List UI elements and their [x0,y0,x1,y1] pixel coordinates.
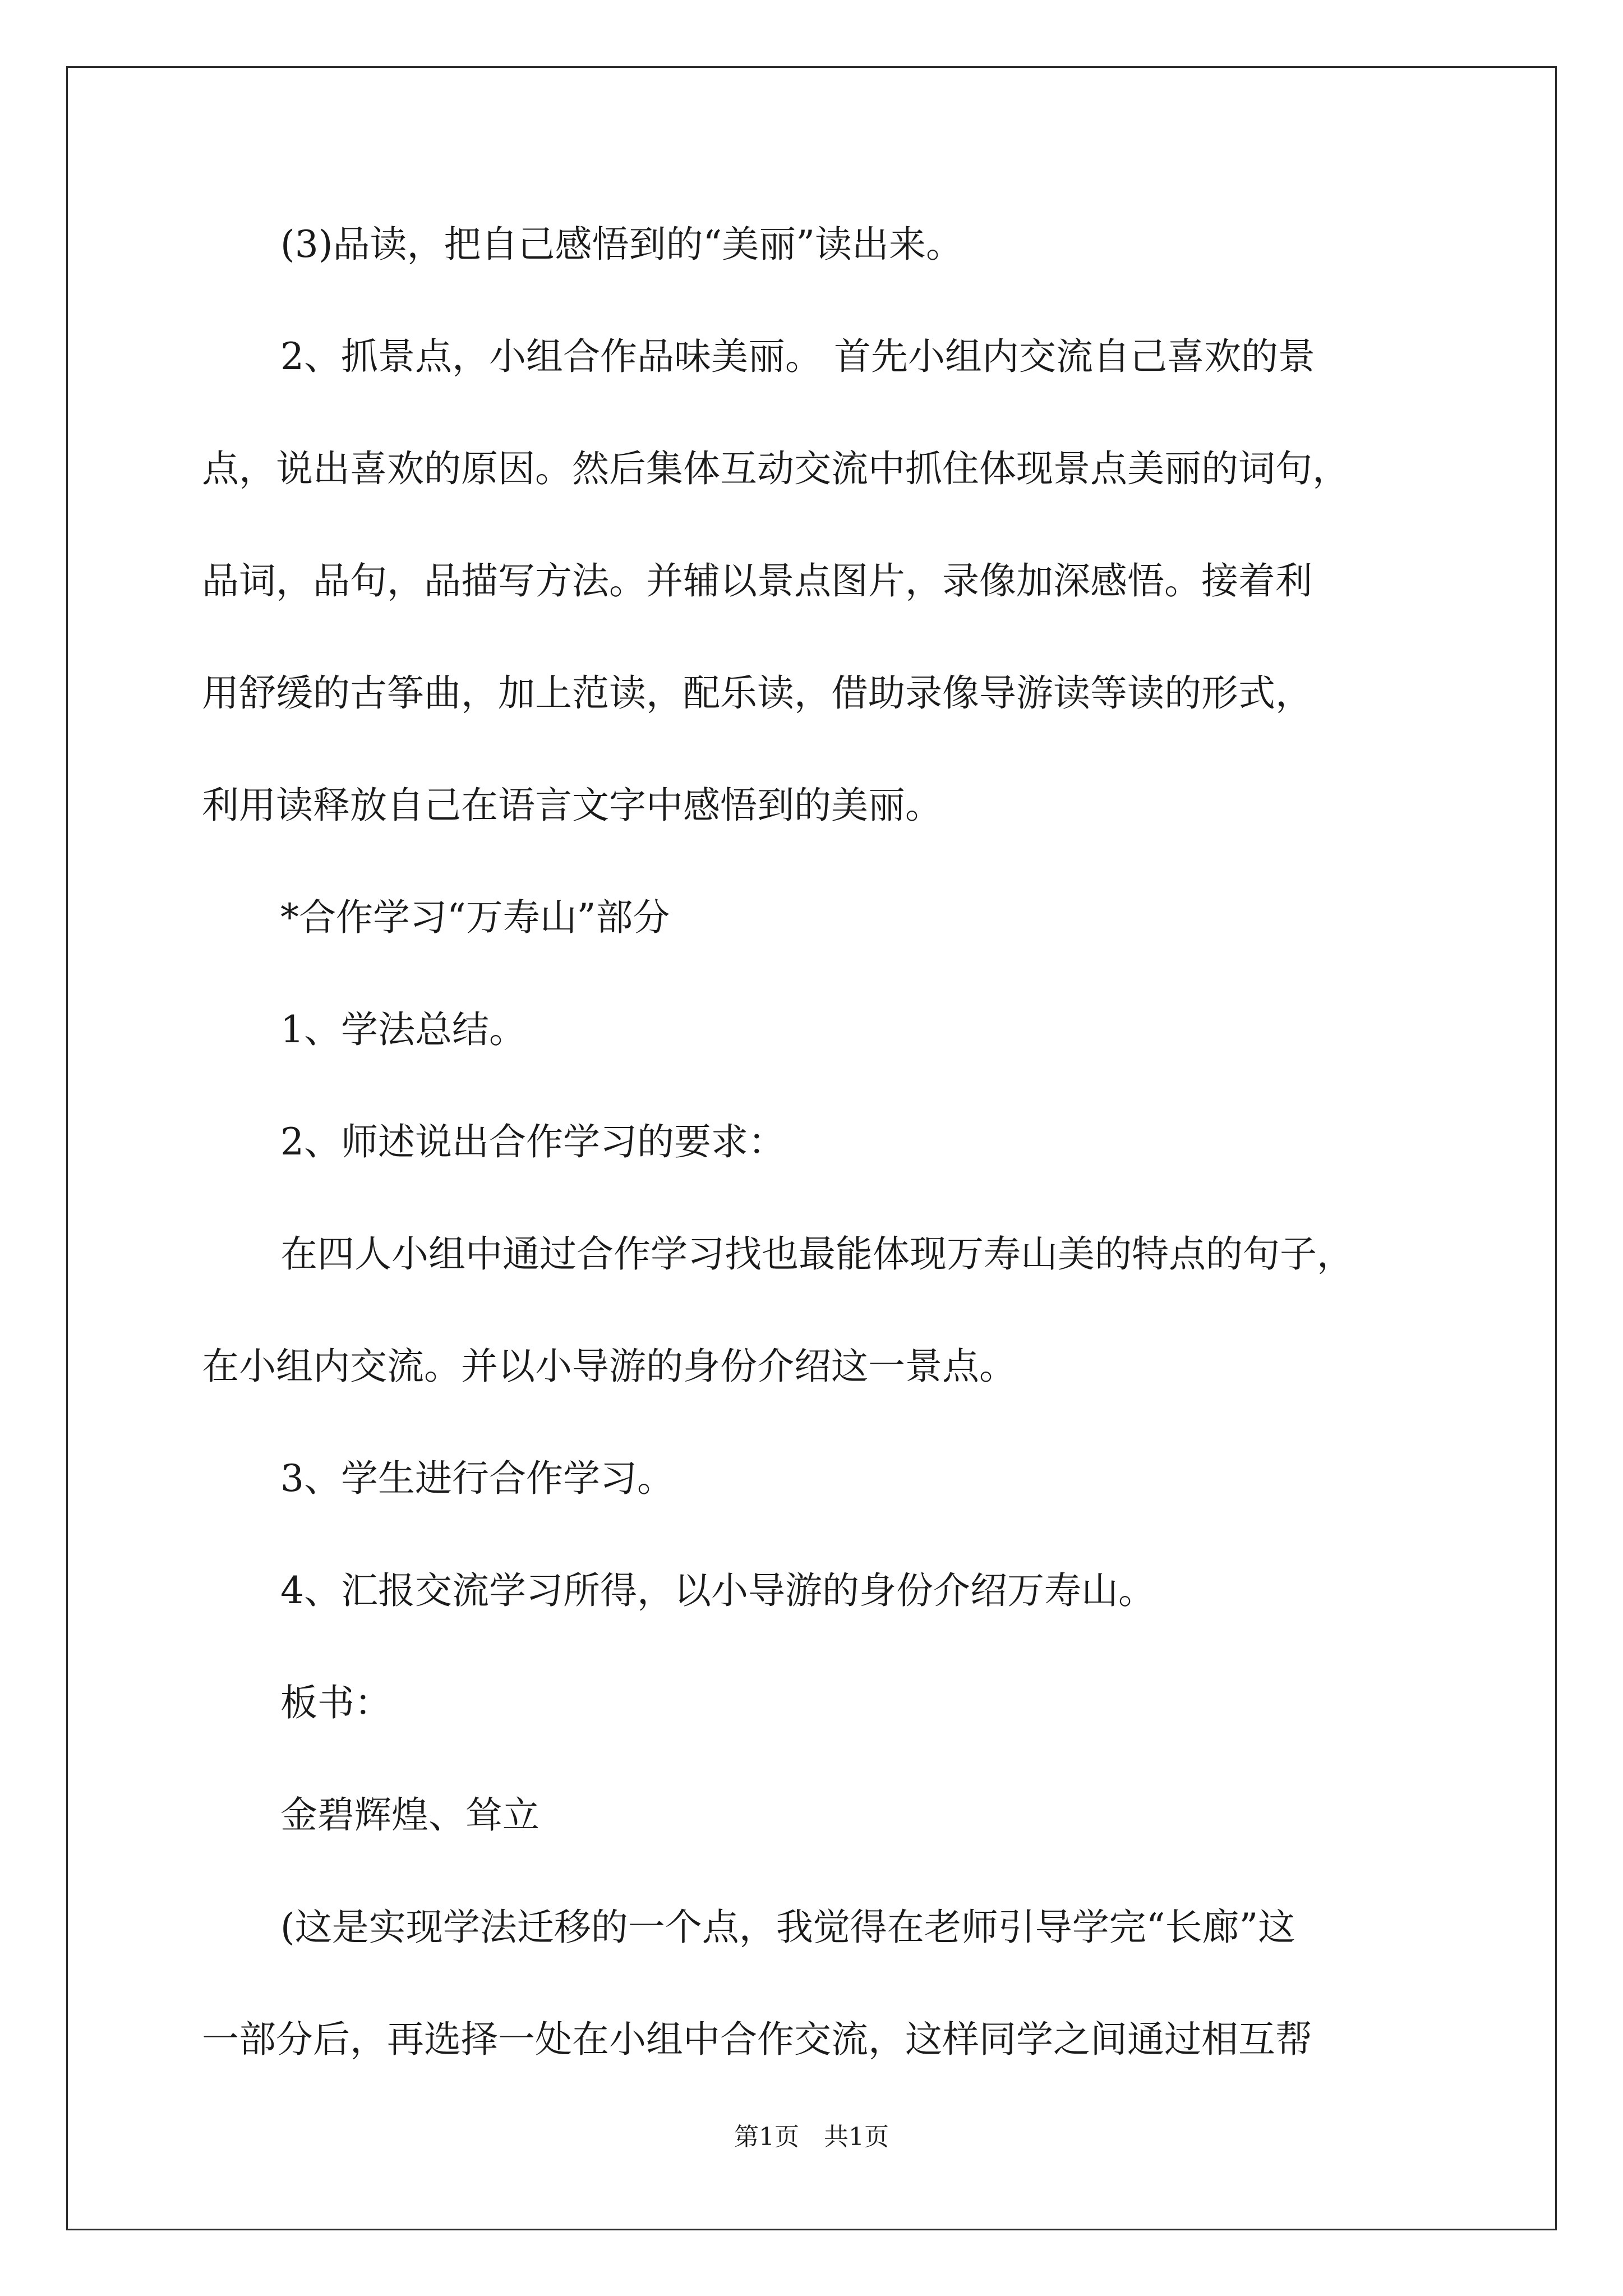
list-item-1: 1、学法总结。 [280,1008,526,1051]
paragraph-line-4: 品词，品句，品描写方法。并辅以景点图片，录像加深感悟。接着利 [202,559,1312,602]
paragraph-line-1: (3)品读，把自己感悟到的“美丽”读出来。 [280,223,963,266]
list-item-4: 4、汇报交流学习所得，以小导游的身份介绍万寿山。 [280,1569,1155,1612]
paragraph-line-2: 2、抓景点，小组合作品味美丽。 首先小组内交流自己喜欢的景 [280,335,1315,378]
requirement-line-1: 在四人小组中通过合作学习找也最能体现万寿山美的特点的句子， [280,1232,1354,1276]
section-heading: *合作学习“万寿山”部分 [280,896,670,939]
reflection-line-1: (这是实现学法迁移的一个点，我觉得在老师引导学完“长廊”这 [280,1906,1295,1949]
reflection-line-2: 一部分后，再选择一处在小组中合作交流，这样同学之间通过相互帮 [202,2018,1312,2061]
paragraph-line-6: 利用读释放自己在语言文字中感悟到的美丽。 [202,784,942,827]
requirement-line-2: 在小组内交流。并以小导游的身份介绍这一景点。 [202,1345,1016,1388]
paragraph-line-5: 用舒缓的古筝曲，加上范读，配乐读，借助录像导游读等读的形式， [202,671,1312,715]
blackboard-label: 板书： [280,1681,391,1724]
blackboard-content: 金碧辉煌、耸立 [280,1793,540,1837]
page-footer: 第1页 共1页 [734,2123,889,2151]
paragraph-line-3: 点，说出喜欢的原因。然后集体互动交流中抓住体现景点美丽的词句， [202,447,1349,490]
list-item-2: 2、师述说出合作学习的要求： [280,1120,785,1163]
list-item-3: 3、学生进行合作学习。 [280,1457,674,1500]
